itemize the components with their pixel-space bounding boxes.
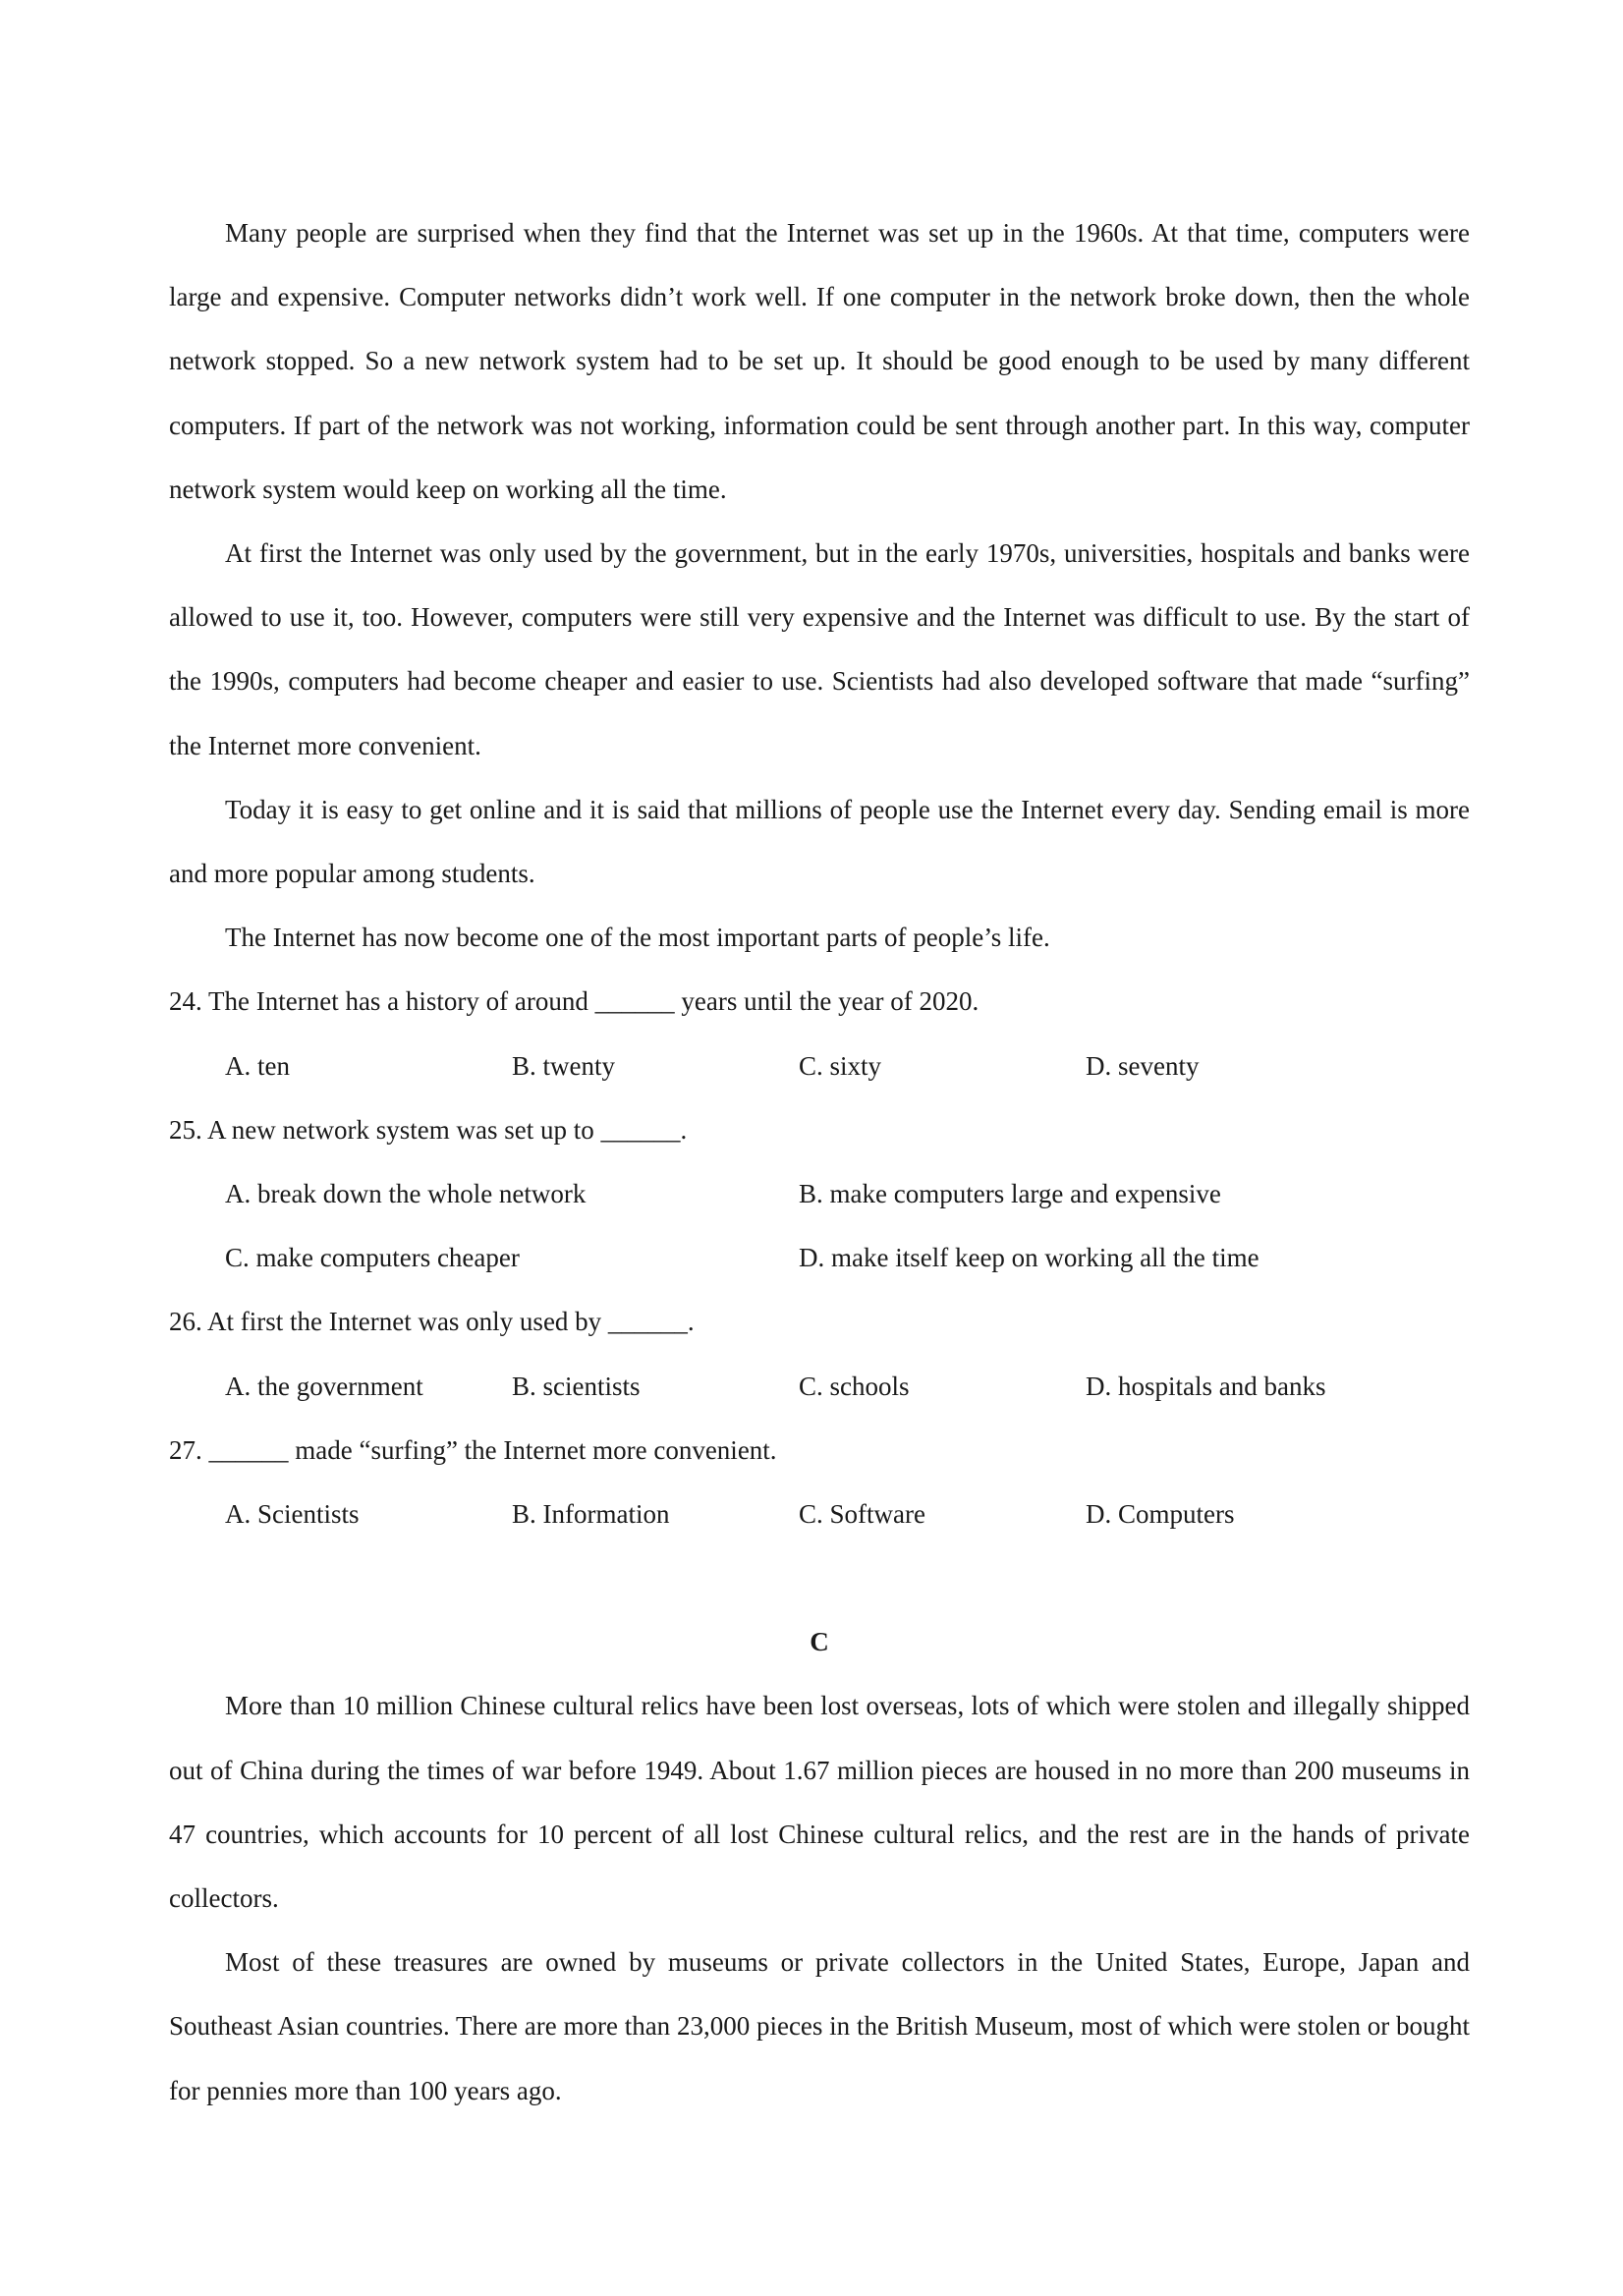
paragraph: At first the Internet was only used by the government, but in the early 1970s, universities, hospitals and banks were allowed to use it, too. However, computers were still very expensive and the Internet was difficult to use. By the start of the 1990s, computers had become cheaper and easier to use. Scientists had also developed software that made “surfing” the Internet more convenient.	[169, 538, 1470, 760]
passage-b	[169, 201, 1470, 970]
question-stem: 24. The Internet has a history of around ______ years until the year of 2020.	[169, 986, 979, 1017]
question-25	[169, 1098, 1470, 1291]
option-a: A. Scientists	[225, 1499, 360, 1530]
section-gap	[169, 1546, 1470, 1610]
option-d: D. seventy	[1086, 1050, 1200, 1081]
option-c: C. sixty	[799, 1050, 882, 1081]
option-b: B. scientists	[512, 1371, 641, 1401]
option-a: A. break down the whole network	[225, 1179, 587, 1209]
answer-options	[169, 1035, 1470, 1098]
option-d: D. make itself keep on working all the time	[799, 1243, 1259, 1273]
option-c: C. schools	[799, 1371, 910, 1401]
question-27	[169, 1419, 1470, 1546]
paragraph: The Internet has now become one of the most important parts of people’s life.	[225, 923, 1050, 953]
paragraph: Most of these treasures are owned by museums or private collectors in the United States, Europe, Japan and Southeast Asian countries. There are more than 23,000 pieces in the British Museum, most of which were stolen or bought for pennies more than 100 years ago.	[169, 1947, 1470, 2105]
option-b: B. twenty	[512, 1050, 615, 1081]
answer-options	[169, 1483, 1470, 1546]
option-b: B. Information	[512, 1499, 670, 1530]
option-a: A. ten	[225, 1050, 290, 1081]
option-d: D. Computers	[1086, 1499, 1235, 1530]
question-24	[169, 970, 1470, 1097]
option-a: A. the government	[225, 1371, 423, 1401]
paragraph: More than 10 million Chinese cultural relics have been lost overseas, lots of which were stolen and illegally shipped out of China during the times of war before 1949. About 1.67 million pieces are housed in no more than 200 museums in 47 countries, which accounts for 10 percent of all lost Chinese cultural relics, and the rest are in the hands of private collectors.	[169, 1691, 1470, 1914]
question-stem: 26. At first the Internet was only used by ______.	[169, 1307, 695, 1337]
answer-options	[169, 1162, 1470, 1226]
question-stem: 25. A new network system was set up to ______.	[169, 1114, 688, 1145]
answer-options	[169, 1226, 1470, 1290]
question-26	[169, 1290, 1470, 1418]
question-stem: 27. ______ made “surfing” the Internet more convenient.	[169, 1434, 777, 1465]
option-d: D. hospitals and banks	[1086, 1371, 1326, 1401]
paragraph: Today it is easy to get online and it is said that millions of people use the Internet every day. Sending email is more and more popular among students.	[169, 794, 1470, 889]
passage-c	[169, 1610, 1470, 2123]
section-heading: C	[810, 1627, 829, 1657]
answer-options	[169, 1355, 1470, 1419]
option-c: C. Software	[799, 1499, 925, 1530]
paragraph: Many people are surprised when they find that the Internet was set up in the 1960s. At that time, computers were large and expensive. Computer networks didn’t work well. If one computer in the network broke down, then the whole network stopped. So a new network system had to be set up. It should be good enough to be used by many different computers. If part of the network was not working, information could be sent through another part. In this way, computer network system would keep on working all the time.	[169, 218, 1470, 504]
option-c: C. make computers cheaper	[225, 1243, 520, 1273]
option-b: B. make computers large and expensive	[799, 1179, 1221, 1209]
document-page	[169, 201, 1470, 2123]
